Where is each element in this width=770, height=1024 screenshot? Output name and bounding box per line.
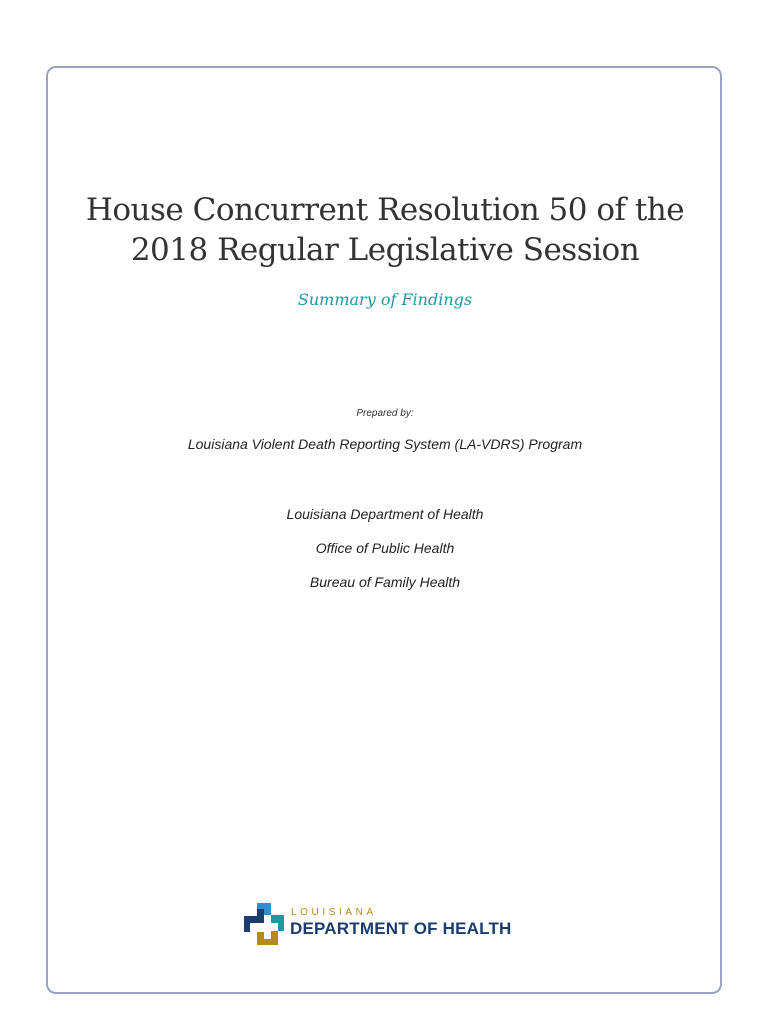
document-title: [0, 190, 770, 270]
title-line-1: House Concurrent Resolution 50 of the: [85, 192, 685, 228]
department-name: Louisiana Department of Health: [286, 506, 484, 522]
title-line-2: 2018 Regular Legislative Session: [130, 232, 640, 268]
logo-department-text: DEPARTMENT OF HEALTH: [290, 919, 512, 938]
program-name: Louisiana Violent Death Reporting System (LA-VDRS) Program: [187, 436, 583, 452]
document-subtitle: Summary of Findings: [297, 290, 473, 309]
ldh-cross-logo-icon: [244, 903, 284, 945]
prepared-by-label: Prepared by:: [356, 408, 414, 419]
logo-state-text: LOUISIANA: [291, 907, 377, 918]
ldh-logo: [244, 903, 534, 949]
office-name: Office of Public Health: [315, 540, 455, 556]
bureau-name: Bureau of Family Health: [309, 574, 461, 590]
